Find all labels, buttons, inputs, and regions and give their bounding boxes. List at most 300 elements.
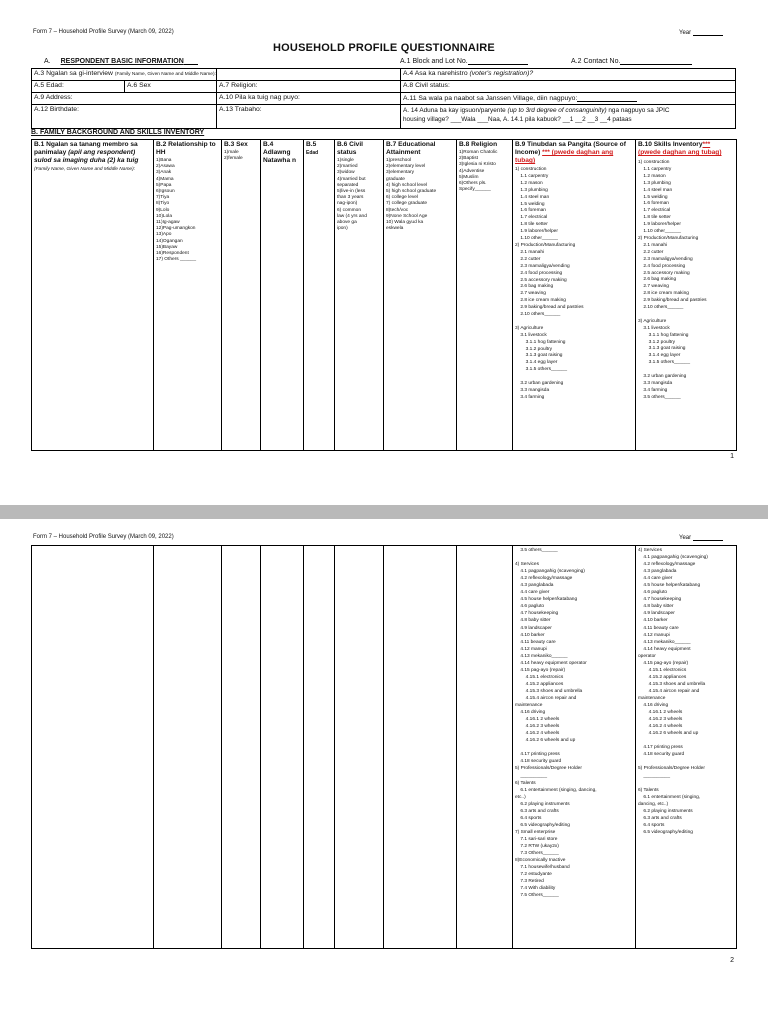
skill-option: 1.5 welding xyxy=(638,194,668,200)
skill-option: 4.15.1 electronics xyxy=(638,667,687,673)
b10-asterisks: *** xyxy=(702,141,711,148)
b1-header xyxy=(34,141,151,174)
income-option: 4.14 heavy equipment operator xyxy=(515,660,587,666)
relationship-option: 8)Tiyo xyxy=(156,201,170,207)
skill-option: 2.7 weaving xyxy=(638,284,669,290)
civil-status-option: 2)married xyxy=(337,164,358,170)
grid-line xyxy=(32,80,735,81)
education-option: 5) high school graduate xyxy=(386,189,437,195)
col-b3-sex[interactable] xyxy=(222,140,261,451)
skill-option: 4.12 manupi xyxy=(638,632,670,638)
skill-option: 1.4 steel man xyxy=(638,187,673,193)
skill-option: 1.10 other______ xyxy=(638,229,681,235)
income-option: 7.4 With diability xyxy=(515,886,556,892)
skill-option: 4.10 barker xyxy=(638,618,668,624)
p2-col-b1[interactable] xyxy=(32,546,154,949)
income-option: 2.5 accessory making xyxy=(515,277,567,283)
income-option: 6.3 arts and crafts xyxy=(515,808,559,814)
income-option: 2) Production/Manufacturing xyxy=(515,242,576,248)
income-option xyxy=(515,319,633,326)
skill-option: 4.15.3 shoes and umbrella xyxy=(638,681,706,687)
col-b5-age[interactable] xyxy=(304,140,335,451)
income-option: 2.9 baking/bread and pastries xyxy=(515,305,584,311)
income-option: 7.3 Retired xyxy=(515,879,544,885)
income-option: 3.1.3 goat raising xyxy=(515,353,563,359)
education-option: graduate xyxy=(386,176,405,182)
skill-option: 1.3 plumbing xyxy=(638,180,671,186)
skill-option: 3.1.1 hog fattening xyxy=(638,332,689,338)
age-field[interactable]: A.5 Edad: xyxy=(34,82,64,89)
income-option: 4.1 pagpangahig (scavenging) xyxy=(515,569,585,575)
income-option: 4.16.1 2 wheels xyxy=(515,717,560,723)
skill-option: operator xyxy=(638,653,656,659)
skill-option: 3.3 mangisda xyxy=(638,381,673,386)
b7-options xyxy=(386,158,454,232)
section-a-label: RESPONDENT BASIC INFORMATION xyxy=(60,58,184,65)
income-option: 4.11 beauty care xyxy=(515,639,556,645)
education-option: 9)None School Age xyxy=(386,213,428,219)
civil-status-option: law (4 yrs and xyxy=(337,213,367,219)
page-1 xyxy=(0,0,768,505)
income-option: 4.12 manupi xyxy=(515,646,547,652)
birthdate-field[interactable]: A.12 Birthdate: xyxy=(34,106,79,113)
income-option: 1.9 laborer/helper xyxy=(515,229,558,235)
skill-option: 4.11 beauty care xyxy=(638,625,679,631)
skill-option: 3) Agriculture xyxy=(638,318,667,324)
form-reference: Form 7 – Household Profile Survey (March 09, 2022) xyxy=(33,29,174,35)
income-option: maintenance xyxy=(515,703,543,709)
income-option: 4.18 security guard xyxy=(515,759,562,765)
skill-option: 4.7 housekeeping xyxy=(638,597,682,603)
skill-option: 3.2 urban gardening xyxy=(638,374,687,380)
income-option: 3.1.1 hog fattening xyxy=(515,339,566,345)
civil-status-option: than 3 years xyxy=(337,195,364,201)
skill-option: __________ xyxy=(638,773,671,779)
skill-option: 2.5 accessory making xyxy=(638,270,690,276)
relationship-option: 17) Others ______ xyxy=(156,257,197,263)
income-option: 4.10 barker xyxy=(515,632,545,638)
skill-option: 2.10 others______ xyxy=(638,305,684,311)
income-option: 2.8 ice cream making xyxy=(515,298,566,304)
b1-title-em: (apil ang respondent) sulod sa imaging duha (2) ka tuig xyxy=(34,149,139,164)
skill-option: 6.2 playing instruments xyxy=(638,808,693,814)
b10-options xyxy=(638,160,734,402)
skill-option: 4.16.2 6 wheels and up xyxy=(638,731,699,737)
income-option: 2.6 bag making xyxy=(515,284,554,290)
religion-option: 3)Iglesia ni Kristo xyxy=(459,162,496,168)
p2-col-b9-income-cont[interactable] xyxy=(513,546,636,949)
voter-registration-note: (voter's registration)? xyxy=(469,70,534,77)
relationship-option: 9)Lolo xyxy=(156,207,170,213)
income-option: 3.1 livestock xyxy=(515,332,547,338)
civil-status-option: 5)live-in (less xyxy=(337,189,366,195)
civil-status-option: 6) common xyxy=(337,207,361,213)
b8-header: B.8 Religion xyxy=(459,141,498,148)
income-option: 2.4 food processing xyxy=(515,270,563,276)
b9-title: B.9 Tinubdan sa Pangita (Source of Income) xyxy=(515,141,626,156)
income-option: 4.16.2 4 wheels xyxy=(515,731,560,737)
page-number-2: 2 xyxy=(730,957,734,964)
income-option: 2.10 others______ xyxy=(515,312,561,318)
skill-option: 1.1 carpentry xyxy=(638,166,672,172)
p2-col-b10-skills-cont[interactable] xyxy=(636,546,737,949)
relatives-in-village-field[interactable] xyxy=(401,106,735,124)
relationship-option: 1)Bana xyxy=(156,158,172,163)
year-label: Year xyxy=(679,30,692,36)
p2-col-b4[interactable] xyxy=(261,546,304,949)
respondent-info-grid xyxy=(31,68,736,129)
b9-options xyxy=(515,167,633,402)
skill-option: 4.14 heavy equipment xyxy=(638,646,691,652)
family-table-page1 xyxy=(31,139,737,451)
skill-option: 6.1 entertainment (singing, xyxy=(638,794,701,800)
b9-header xyxy=(515,141,633,165)
education-option: 2)elementary level xyxy=(386,164,426,170)
income-option: 6.2 playing instruments xyxy=(515,801,570,807)
b6-options xyxy=(337,158,381,232)
b7-header: B.7 Educational Attainment xyxy=(386,141,436,156)
interviewee-name-field[interactable] xyxy=(32,70,400,77)
income-option: 4.7 housekeeping xyxy=(515,611,559,617)
b3-options xyxy=(224,150,258,162)
year-field[interactable] xyxy=(679,29,723,36)
page-number-1: 1 xyxy=(730,453,734,460)
religion-field[interactable]: A.7 Religion: xyxy=(219,82,258,89)
year-label-p2: Year xyxy=(679,535,692,541)
income-option: 1.10 other______ xyxy=(515,236,558,242)
income-option: 4.15.2 appliances xyxy=(515,681,564,687)
income-option: 3) Agriculture xyxy=(515,325,544,331)
income-option: 6) Talents xyxy=(515,780,536,786)
income-option xyxy=(515,554,633,561)
relationship-option: 12)Pag-umangkon xyxy=(156,226,196,232)
grid-line xyxy=(32,104,735,105)
b10-title: B.10 Skills Inventory xyxy=(638,141,703,148)
education-option: 3)elementary xyxy=(386,170,414,176)
relationship-option: 6)Igsoun xyxy=(156,189,175,195)
relationship-option: 15)Bayaw xyxy=(156,244,178,250)
relationship-option: 7)Tiya xyxy=(156,195,170,201)
income-option: 6.5 videography/editing xyxy=(515,822,570,828)
col-b9-income-source[interactable] xyxy=(513,140,636,451)
skill-option: 4.13 mekaniko______ xyxy=(638,639,691,645)
relationship-option: 11)Ig-agaw xyxy=(156,220,180,226)
income-option: etc..) xyxy=(515,794,526,800)
p2-col-b5[interactable] xyxy=(304,546,335,949)
address-field[interactable]: A.9 Address: xyxy=(34,94,73,101)
skill-option: 1.2 mason xyxy=(638,173,666,179)
relationship-option: 16)Respondent xyxy=(156,251,189,257)
skill-option xyxy=(638,758,734,765)
skill-option: dancing, etc..) xyxy=(638,801,669,807)
income-option: 4.16.2 3 wheels xyxy=(515,724,560,730)
b1-note: (Family Name, Given Name and Middle Name): xyxy=(34,167,136,172)
income-option: 6.1 entertainment (singing, dancing, xyxy=(515,787,597,793)
skill-option: 3.4 farming xyxy=(638,387,668,393)
skill-option: 4.9 landscaper xyxy=(638,611,675,617)
sex-option: 2)female xyxy=(224,156,243,162)
skill-option: 4) Services xyxy=(638,548,662,553)
contact-blank[interactable] xyxy=(620,57,692,65)
relationship-option: 2)Asawa xyxy=(156,164,175,170)
income-option: 1.1 carpentry xyxy=(515,173,549,179)
education-option: 8)tech/voc xyxy=(386,207,409,213)
income-option: 1.8 tile setter xyxy=(515,222,548,228)
section-a-heading xyxy=(44,57,198,65)
income-option: 3.1.4 egg layer xyxy=(515,360,558,366)
skill-option: 4.16.2 4 wheels xyxy=(638,724,683,730)
income-option: 2.7 weaving xyxy=(515,291,546,297)
income-option: 4.3 panglabada xyxy=(515,583,554,589)
income-option: 4.16 driving xyxy=(515,710,546,716)
skill-option: 2.4 food processing xyxy=(638,263,686,269)
income-option: 7.1 housewife/husband xyxy=(515,865,570,871)
skill-option: 3.1.3 goat raising xyxy=(638,346,686,352)
civil-status-option: 1)single xyxy=(337,158,354,163)
occupation-field[interactable]: A.13 Trabaho: xyxy=(219,106,262,113)
skill-option: 4.5 house helper/katabang xyxy=(638,583,701,589)
year-blank[interactable] xyxy=(693,29,723,36)
religion-option: 2)Baptist xyxy=(459,156,478,162)
sex-field[interactable]: A.6 Sex xyxy=(127,82,151,89)
civil-status-option: separated xyxy=(337,182,359,188)
income-option: 7.2 RTW (ukay2x) xyxy=(515,843,559,849)
b5-header: B.5 xyxy=(306,141,317,148)
block-lot-blank[interactable] xyxy=(468,57,528,65)
income-option: 1.4 steel man xyxy=(515,194,550,200)
skill-option: 4.15 pag-ayo (repair) xyxy=(638,660,689,666)
b5-subheader: Edad xyxy=(306,150,319,156)
col-b10-skills[interactable] xyxy=(636,140,737,451)
income-option: 2.2 cutter xyxy=(515,256,541,262)
previous-residence-label: A.11 Sa wala pa naabot sa Janssen Village, diin nagpuyo: xyxy=(403,95,578,102)
income-option: 4.15.4 aircon repair and xyxy=(515,695,577,701)
b10-options-cont xyxy=(638,547,734,836)
skill-option: 1.6 foreman xyxy=(638,201,669,207)
relationship-option: 3)Anak xyxy=(156,170,172,176)
p2-col-b6[interactable] xyxy=(335,546,384,949)
relationship-option: 10)Lola xyxy=(156,213,173,219)
income-option: 7.3 Others______ xyxy=(515,851,559,857)
income-option: 3.1.5 others______ xyxy=(515,367,568,373)
income-option: 3.1.2 poultry xyxy=(515,346,553,352)
religion-option: 6)Others pls. xyxy=(459,181,487,187)
income-option: 7.5 Others______ xyxy=(515,893,559,899)
income-option: 1.5 welding xyxy=(515,201,545,207)
income-option: 1.7 electrical xyxy=(515,215,548,221)
skill-option: 5) Professionals/Degree Holder xyxy=(638,766,705,772)
year-field-p2[interactable] xyxy=(679,534,723,541)
income-option: 4.9 landscaper xyxy=(515,625,552,631)
skill-option: 4.8 baby sitter xyxy=(638,604,674,610)
p2-col-b2[interactable] xyxy=(154,546,222,949)
civil-status-option: 4)married but xyxy=(337,176,366,182)
col-b7-education[interactable] xyxy=(384,140,457,451)
sex-option: 1)male xyxy=(224,150,239,155)
income-option: 2.3 mamaligya/vending xyxy=(515,263,570,269)
p2-col-b7[interactable] xyxy=(384,546,457,949)
skill-option: 3.1.2 poultry xyxy=(638,339,676,345)
skill-option: 1.9 laborer/helper xyxy=(638,222,681,228)
skill-option: 4.15.2 appliances xyxy=(638,674,687,680)
income-option xyxy=(515,744,633,751)
relatives-degree-note: (up to 3rd degree of consanguinity) xyxy=(507,107,607,114)
skill-option xyxy=(638,780,734,787)
skill-option: 2.9 baking/bread and pastries xyxy=(638,298,707,304)
income-option: 4.16.2 6 wheels and up xyxy=(515,738,576,744)
skill-option: 2.6 bag making xyxy=(638,277,677,283)
contact-label: A.2 Contact No. xyxy=(571,58,621,65)
interviewee-name-label: A.3 Ngalan sa gi-interview xyxy=(34,70,113,77)
skill-option: 6.4 sports xyxy=(638,822,665,828)
income-option: 4.4 care giver xyxy=(515,590,550,596)
income-option: 3.2 urban gardening xyxy=(515,381,564,387)
education-option: eskwela xyxy=(386,226,404,232)
skill-option: 1.8 tile setter xyxy=(638,215,671,221)
skill-option: 2.1 manahi xyxy=(638,242,668,248)
income-option: 4.2 reflexology/massage xyxy=(515,576,573,582)
col-b6-civil-status[interactable] xyxy=(335,140,384,451)
skill-option: 3.1.4 egg layer xyxy=(638,353,681,359)
b1-title: B.1 Ngalan sa tanang membro sa panimalay xyxy=(34,141,138,156)
income-option: 4.13 mekaniko______ xyxy=(515,653,568,659)
years-residing-field[interactable]: A.10 Pila ka tuig nag puyo: xyxy=(219,94,300,101)
col-b2-relationship[interactable] xyxy=(154,140,222,451)
income-option: 4.6 pagluto xyxy=(515,604,545,610)
skill-option: maintenance xyxy=(638,695,666,701)
b4-header: B.4 Adlawng Natawha n xyxy=(263,141,296,164)
income-option: 8)Economically Inactive xyxy=(515,858,566,864)
civil-status-option: 3)widow xyxy=(337,170,355,176)
skill-option: 4.2 reflexology/massage xyxy=(638,562,696,568)
income-option: 4.5 house helper/katabang xyxy=(515,597,578,603)
previous-residence-field[interactable] xyxy=(401,94,735,102)
voter-registration-field[interactable] xyxy=(401,70,735,77)
col-b8-religion[interactable] xyxy=(457,140,513,451)
skill-option: 4.1 pagpangahig (scavenging) xyxy=(638,555,708,561)
income-option: 4.8 baby sitter xyxy=(515,618,551,624)
col-b4-birthdate[interactable] xyxy=(261,140,304,451)
skill-option: 1) construction xyxy=(638,160,670,165)
skill-option: 4.16.1 2 wheels xyxy=(638,710,683,716)
section-a-letter: A. xyxy=(44,58,51,65)
relationship-option: 5)Papa xyxy=(156,182,172,188)
income-option: 3.5 others______ xyxy=(515,548,558,553)
p2-col-b3[interactable] xyxy=(222,546,261,949)
b2-options xyxy=(156,158,219,263)
income-option: 4.15.1 electronics xyxy=(515,674,564,680)
education-option: 10) Wala gyud ka xyxy=(386,220,424,226)
income-option: __________ xyxy=(515,773,548,779)
b3-header: B.3 Sex xyxy=(224,141,248,148)
income-option: 7.1 sari-sari store xyxy=(515,836,558,842)
family-table-page2 xyxy=(31,545,737,949)
skill-option: 2.8 ice cream making xyxy=(638,291,689,297)
grid-line xyxy=(32,92,735,93)
b2-header: B.2 Relationship to HH xyxy=(156,141,216,156)
col-b1-member-names[interactable] xyxy=(32,140,154,451)
skill-option: 4.18 security guard xyxy=(638,752,685,758)
skill-option xyxy=(638,312,734,319)
relationship-option: 13)Apo xyxy=(156,232,172,238)
relationship-option: 14)Ogangan xyxy=(156,238,183,244)
b9-note: *** (pwede daghan ang tubag) xyxy=(515,149,614,164)
interviewee-name-note: (Family Name, Given Name and Middle Name): xyxy=(114,72,216,77)
income-option: 1.3 plumbing xyxy=(515,187,548,193)
skill-option: 4.17 printing press xyxy=(638,745,683,751)
income-option: 6.4 sports xyxy=(515,815,542,821)
religion-option: 4)Adventise xyxy=(459,168,485,174)
skill-option: 2) Production/Manufacturing xyxy=(638,235,699,241)
civil-status-option: nag-ipon) xyxy=(337,201,358,207)
skill-option: 6) Talents xyxy=(638,787,659,793)
education-option: 4) high school level xyxy=(386,182,428,188)
income-option: 1) construction xyxy=(515,167,547,172)
skill-option: 4.15.4 aircon repair and xyxy=(638,688,700,694)
education-option: 1)preschool xyxy=(386,158,412,163)
p2-col-b8[interactable] xyxy=(457,546,513,949)
skill-option: 3.1 livestock xyxy=(638,325,670,331)
relationship-option: 4)Mama xyxy=(156,176,174,182)
b9-options-cont xyxy=(515,547,633,899)
skill-option: 6.3 arts and crafts xyxy=(638,815,682,821)
civil-status-option: ipon) xyxy=(337,226,348,232)
skill-option: 4.6 pagluto xyxy=(638,590,668,596)
skill-option: 1.7 electrical xyxy=(638,208,671,214)
income-option: 7.2 estudyante xyxy=(515,872,552,878)
education-option: 6) college level xyxy=(386,195,418,201)
skill-option: 4.4 care giver xyxy=(638,576,673,582)
civil-status-field[interactable]: A.8 Civil status: xyxy=(403,82,450,89)
skill-option: 2.3 mamaligya/vending xyxy=(638,256,693,262)
voter-registration-label: A.4 Asa ka narehistro xyxy=(403,70,468,77)
page-title: HOUSEHOLD PROFILE QUESTIONNAIRE xyxy=(273,42,495,54)
skill-option: 4.16.2 3 wheels xyxy=(638,717,683,723)
income-option: 3.3 mangisda xyxy=(515,388,550,393)
skill-option: 6.5 videography/editing xyxy=(638,829,693,835)
income-option: 4.15.3 shoes and umbrella xyxy=(515,688,583,694)
income-option: 4) Services xyxy=(515,562,539,568)
skill-option xyxy=(638,737,734,744)
religion-option: Specify______ xyxy=(459,187,491,193)
religion-option: 5)Muslim xyxy=(459,174,479,180)
skill-option: 4.3 panglabada xyxy=(638,569,677,575)
year-blank-p2[interactable] xyxy=(693,534,723,541)
income-option: 1.6 foreman xyxy=(515,208,546,214)
previous-residence-blank[interactable] xyxy=(577,94,637,102)
income-option: 5) Professionals/Degree Holder xyxy=(515,766,582,772)
contact-field[interactable] xyxy=(571,57,692,65)
relatives-options: housing village? ___Wala ___Naa, A. 14.1 pila kabuok? __1 __2 __3 __4 pataas xyxy=(403,116,632,123)
civil-status-option: above ga xyxy=(337,220,357,226)
b10-note: (pwede daghan ang tubag) xyxy=(638,149,722,156)
skill-option: 4.16 driving xyxy=(638,703,669,709)
religion-option: 1)Roman Chatolic xyxy=(459,150,498,155)
skill-option: 3.1.5 others______ xyxy=(638,360,691,366)
block-lot-label: A.1 Block and Lot No. xyxy=(400,58,468,65)
income-option: 4.17 printing press xyxy=(515,752,560,758)
block-lot-field[interactable] xyxy=(400,57,528,65)
section-b-heading: B. FAMILY BACKGROUND AND SKILLS INVENTORY xyxy=(31,129,205,136)
b6-header: B.6 Civil status xyxy=(337,141,364,156)
education-option: 7) college graduate xyxy=(386,201,428,207)
b10-header xyxy=(638,141,734,157)
form-reference-p2: Form 7 – Household Profile Survey (March 09, 2022) xyxy=(33,534,174,540)
skill-option: 3.5 others______ xyxy=(638,394,681,400)
income-option: 4.15 pag-ayo (repair) xyxy=(515,667,566,673)
income-option: 7) Small enterprise xyxy=(515,829,556,835)
income-option: 2.1 manahi xyxy=(515,249,545,255)
